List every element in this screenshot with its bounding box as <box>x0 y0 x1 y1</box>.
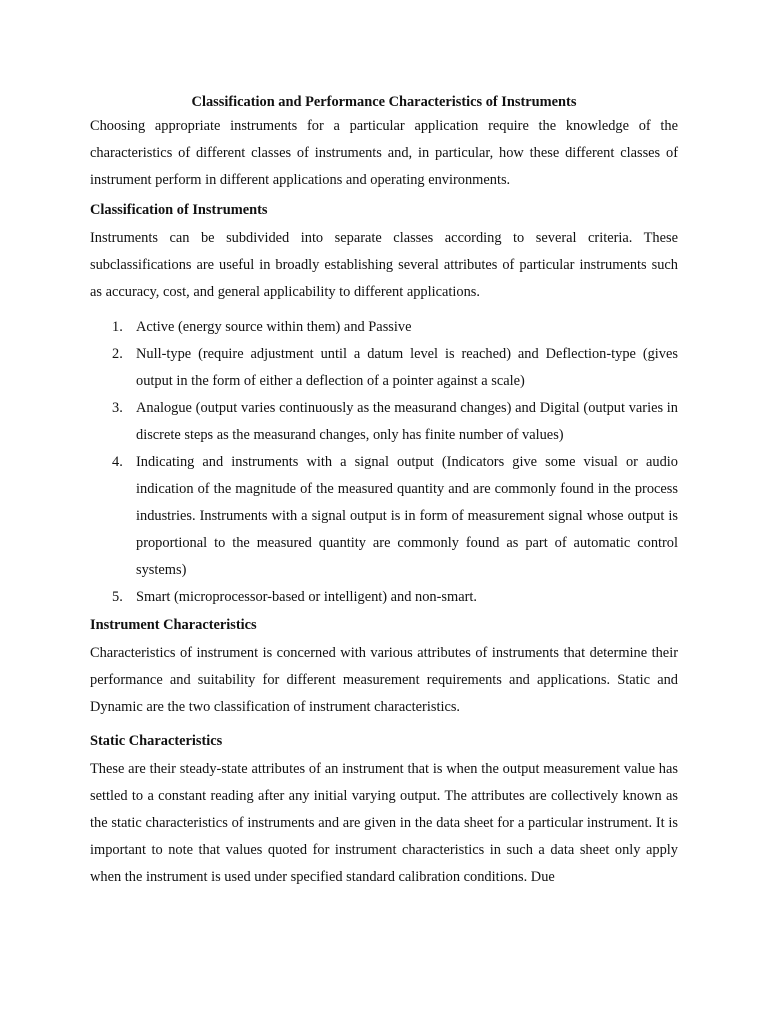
document-body <box>90 92 678 891</box>
list-item <box>90 314 678 341</box>
list-item-number: 3. <box>112 400 123 416</box>
list-item-number: 1. <box>112 319 123 335</box>
list-item <box>90 449 678 584</box>
document-title: Classification and Performance Characteristics of Instruments <box>191 94 577 110</box>
classification-list <box>90 314 678 611</box>
list-item-number: 4. <box>112 454 123 470</box>
intro-paragraph: Choosing appropriate instruments for a particular application require the knowledge of the characteristics of different classes of instruments and, in particular, how these different classes of instrument perform in different applications and operating environments. <box>90 118 678 188</box>
instrument-characteristics-paragraph: Characteristics of instrument is concerned with various attributes of instruments that determine their performance and suitability for different measurement requirements and applications. Static and Dynamic are the two classification of instrument characteristics. <box>90 645 678 715</box>
list-item-text: Null-type (require adjustment until a datum level is reached) and Deflection-type (gives output in the form of either a deflection of a pointer against a scale) <box>136 346 678 389</box>
list-item-text: Indicating and instruments with a signal output (Indicators give some visual or audio indication of the magnitude of the measured quantity and are commonly found in the process industries. Instruments with a signal output is in form of measurement signal whose output is proportional to the measured quantity are commonly found as part of automatic control systems) <box>136 454 678 578</box>
list-item <box>90 395 678 449</box>
list-item <box>90 584 678 611</box>
section-heading-classification: Classification of Instruments <box>90 202 268 218</box>
list-item-text: Smart (microprocessor-based or intelligent) and non-smart. <box>136 589 477 605</box>
section-heading-instrument-characteristics: Instrument Characteristics <box>90 617 257 633</box>
list-item-number: 5. <box>112 589 123 605</box>
classification-paragraph: Instruments can be subdivided into separate classes according to several criteria. These subclassifications are useful in broadly establishing several attributes of particular instruments such as accuracy, cost, and general applicability to different applications. <box>90 230 678 300</box>
section-heading-static-characteristics: Static Characteristics <box>90 733 223 749</box>
list-item-text: Active (energy source within them) and Passive <box>136 319 412 335</box>
list-item-text: Analogue (output varies continuously as the measurand changes) and Digital (output varies in discrete steps as the measurand changes, only has finite number of values) <box>136 400 678 443</box>
list-item <box>90 341 678 395</box>
list-item-number: 2. <box>112 346 123 362</box>
static-characteristics-paragraph: These are their steady-state attributes of an instrument that is when the output measurement value has settled to a constant reading after any initial varying output. The attributes are collectively known as the static characteristics of instruments and are given in the data sheet for a particular instrument. It is important to note that values quoted for instrument characteristics in such a data sheet only apply when the instrument is used under specified standard calibration conditions. Due <box>90 761 678 885</box>
